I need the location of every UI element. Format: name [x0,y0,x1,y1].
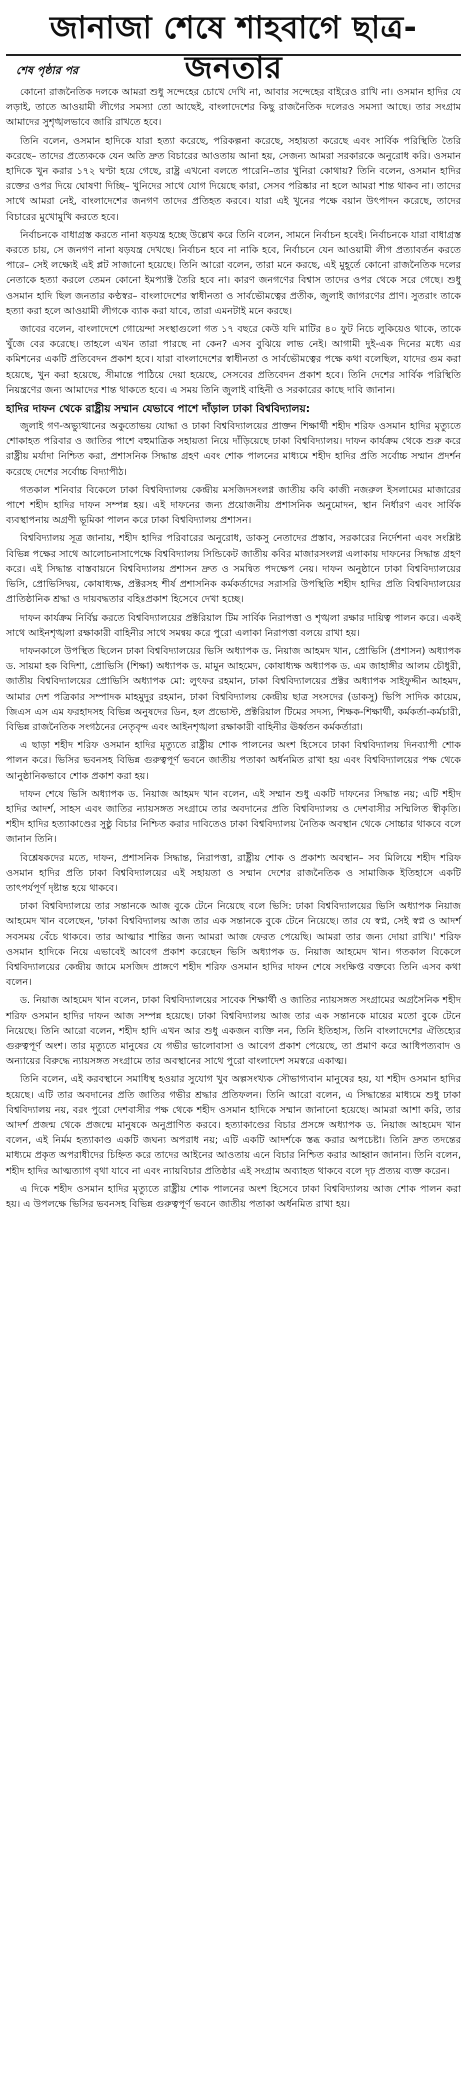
paragraph: জুলাই গণ-অভ্যুত্থানের অকুতোভয় যোদ্ধা ও ঢাকা বিশ্ববিদ্যালয়ের প্রাক্তন শিক্ষার্থী শহীদ শরিফ ওসমান হাদির মৃত্যুতে শোকাহত পরিবার ও জাতির পাশে বহুমাত্রিক সহায়তা নিয়ে দাঁড়িয়েছে ঢাকা বিশ্ববিদ্যালয়। দাফন কার্যক্রম থেকে শুরু করে রাষ্ট্রীয় মর্যাদা নিশ্চিত করা, প্রশাসনিক সিদ্ধান্ত গ্রহণ এবং শোক পালনের মাধ্যমে শহীদ হাদির প্রতি সর্বোচ্চ সম্মান প্রদর্শন করেছে দেশের সর্বোচ্চ বিদ্যাপীঠ। [6,421,461,478]
paragraph: বিশ্লেষকদের মতে, দাফন, প্রশাসনিক সিদ্ধান্ত, নিরাপত্তা, রাষ্ট্রীয় শোক ও প্রকাশ্য অবস্থান– সব মিলিয়ে শহীদ শরিফ ওসমান হাদির প্রতি ঢাকা বিশ্ববিদ্যালয়ের এই সহায়তা ও সম্মান দেশের রাজনৈতিক ও সামাজিক ইতিহাসে একটি তাৎপর্যপূর্ণ দৃষ্টান্ত হয়ে থাকবে। [6,852,461,894]
paragraph: দাফন কার্যক্রম নির্বিঘ্ন করতে বিশ্ববিদ্যালয়ের প্রক্টরিয়াল টিম সার্বিক নিরাপত্তা ও শৃঙ্খলা রক্ষার দায়িত্ব পালন করে। একই সাথে আইনশৃঙ্খলা রক্ষাকারী বাহিনীর সাথে সমন্বয় করে পুরো এলাকা নিরাপত্তা বলয়ে রাখা হয়। [6,612,461,639]
paragraph: গতকাল শনিবার বিকেলে ঢাকা বিশ্ববিদ্যালয় কেন্দ্রীয় মসজিদসংলগ্ন জাতীয় কবি কাজী নজরুল ইসলামের মাজারের পাশে শহীদ হাদির দাফন সম্পন্ন হয়। এই দাফনের জন্য প্রয়োজনীয় প্রশাসনিক অনুমোদন, স্থান নির্ধারণ এবং সার্বিক ব্যবস্থাপনায় অগ্রণী ভূমিকা পালন করে ঢাকা বিশ্ববিদ্যালয় প্রশাসন। [6,484,461,527]
paragraph: এ দিকে শহীদ ওসমান হাদির মৃত্যুতে রাষ্ট্রীয় শোক পালনের অংশ হিসেবে ঢাকা বিশ্ববিদ্যালয় আজ শোক পালন করা হয়। এ উপলক্ষে ভিসির ভবনসহ বিভিন্ন গুরুত্বপূর্ণ ভবনে জাতীয় পতাকা অর্ধনমিত রাখা হয়। [6,1183,461,1211]
continued-from-label: শেষ পৃষ্ঠার পর [16,64,79,77]
paragraph: বিশ্ববিদ্যালয় সূত্র জানায়, শহীদ হাদির পরিবারের অনুরোধ, ডাকসু নেতাদের প্রস্তাব, সরকারের নির্দেশনা এবং সংশ্লিষ্ট বিভিন্ন পক্ষের সাথে আলোচনাসাপেক্ষে বিশ্ববিদ্যালয় সিন্ডিকেট জাতীয় কবির মাজারসংলগ্ন এলাকায় দাফনের সিদ্ধান্ত গ্রহণ করে। এই সিদ্ধান্ত বাস্তবায়নে বিশ্ববিদ্যালয় প্রশাসন দ্রুত ও সমন্বিত পদক্ষেপ নেয়। দাফন অনুষ্ঠানে ঢাকা বিশ্ববিদ্যালয়ের ভিসি, প্রোভিসিদ্বয়, কোষাধ্যক্ষ, প্রক্টরসহ শীর্ষ প্রশাসনিক কর্মকর্তাদের সরাসরি উপস্থিতি শহীদ হাদির প্রতি বিশ্ববিদ্যালয়ের প্রাতিষ্ঠানিক শ্রদ্ধা ও দায়বদ্ধতার বহিঃপ্রকাশ হিসেবে দেখা হচ্ছে। [6,533,461,606]
paragraph: দাফনকালে উপস্থিত ছিলেন ঢাকা বিশ্ববিদ্যালয়ের ভিসি অধ্যাপক ড. নিয়াজ আহমদ খান, প্রোভিসি (প্রশাসন) অধ্যাপক ড. সায়মা হক বিদিশা, প্রোভিসি (শিক্ষা) অধ্যাপক ড. মামুন আহমেদ, কোষাধ্যক্ষ অধ্যাপক ড. এম জাহাঙ্গীর আলম চৌধুরী, জাতীয় বিশ্ববিদ্যালয়ের প্রোভিসি অধ্যাপক মো: লুৎফর রহমান, ঢাকা বিশ্ববিদ্যালয়ের প্রক্টর অধ্যাপক সাইফুদ্দীন আহমদ, আমার দেশ পত্রিকার সম্পাদক মাহমুদুর রহমান, ঢাকা বিশ্ববিদ্যালয় কেন্দ্রীয় ছাত্র সংসদের (ডাকসু) ভিপি সাদিক কায়েম, জিএস এস এম ফরহাদসহ বিভিন্ন অনুষদের ডিন, হল প্রভোস্ট, প্রক্টরিয়াল টিমের সদস্য, শিক্ষক-শিক্ষার্থী, কর্মকর্তা-কর্মচারী, বিভিন্ন রাজনৈতিক সংগঠনের নেতৃবৃন্দ এবং আইনশৃঙ্খলা রক্ষাকারী বাহিনীর ঊর্ধ্বতন কর্মকর্তারা। [6,645,461,733]
paragraph: নির্বাচনকে বাধাগ্রস্ত করতে নানা ষড়যন্ত্র হচ্ছে উল্লেখ করে তিনি বলেন, সামনে নির্বাচন হবেই। নির্বাচনকে যারা বাধাগ্রস্ত করতে চায়, সে জনগণ নানা ষড়যন্ত্র দেখছে। নির্বাচন হবে না নাকি হবে, নির্বাচনে যেন আওয়ামী লীগ প্রত্যাবর্তন করতে পারে– সেই লক্ষ্যেই এই প্লট সাজানো হয়েছে। তিনি আরো বলেন, তারা মনে করছে, এই মুহূর্তে কোনো রাজনৈতিক দলের নেতাকে হত্যা করলে তেমন কোনো ইমপ্যাক্ট তৈরি হবে না। কারণ জনগণের বিশ্বাস তাদের ওপর থেকে সরে গেছে। শুধু ওসমান হাদি ছিল জনতার কণ্ঠস্বর– বাংলাদেশের স্বাধীনতা ও সার্বভৌমত্বের প্রতীক, জুলাই জাগরণের প্রাণ। সুতরাং তাকে হত্যা করা হলে আওয়ামী লীগকে ব্যাক করা যাবে, তারা এমনটাই মনে করছে। [6,229,461,317]
article-body [6,85,461,1212]
paragraph: ড. নিয়াজ আহমেদ খান বলেন, ঢাকা বিশ্ববিদ্যালয়ের সাবেক শিক্ষার্থী ও জাতির ন্যায়সঙ্গত সংগ্রামের অগ্রসৈনিক শহীদ শরিফ ওসমান হাদির দাফন আজ সম্পন্ন হয়েছে। ঢাকা বিশ্ববিদ্যালয় আজ তার এক সন্তানকে মায়ের মতো বুকে টেনে নিয়েছে। তিনি আরো বলেন, শহীদ হাদি এখন আর শুধু একজন ব্যক্তি নন, তিনি ইতিহাস, তিনি বাংলাদেশের ঐতিহ্যের গুরুত্বপূর্ণ অংশ। তার মৃত্যুতে মানুষের যে গভীর ভালোবাসা ও আবেগ প্রকাশ পেয়েছে, তা প্রমাণ করে আধিপত্যবাদ ও অন্যায়ের বিরুদ্ধে ন্যায়সঙ্গত সংগ্রামে তার অবস্থানের সাথে পুরো বাংলাদেশ সমস্বরে একাত্ম। [6,995,461,1068]
paragraph: এ ছাড়া শহীদ শরিফ ওসমান হাদির মৃত্যুতে রাষ্ট্রীয় শোক পালনের অংশ হিসেবে ঢাকা বিশ্ববিদ্যালয় দিনব্যাপী শোক পালন করে। ভিসির ভবনসহ বিভিন্ন গুরুত্বপূর্ণ ভবনে জাতীয় পতাকা অর্ধনমিত রাখা হয় এবং বিশ্ববিদ্যালয়ের পক্ষ থেকে আনুষ্ঠানিকভাবে শোক প্রকাশ করা হয়। [6,740,461,782]
paragraph: কোনো রাজনৈতিক দলকে আমরা শুধু সন্দেহের চোখে দেখি না, আবার সন্দেহের বাইরেও রাখি না। ওসমান হাদির যে লড়াই, তাতে আওয়ামী লীগের সমস্যা তো আছেই, বাংলাদেশের কিছু রাজনৈতিক দলেরও সমস্যা আছে। তার সংগ্রাম আমাদের সুশৃঙ্খলভাবে জারি রাখতে হবে। [6,87,461,129]
headline: জানাজা শেষে শাহবাগে ছাত্র-জনতার [49,10,418,86]
paragraph: জাবের বলেন, বাংলাদেশে গোয়েন্দা সংস্থাগুলো গত ১৭ বছরে কেউ যদি মাটির ৪০ ফুট নিচে লুকিয়েও থাকে, তাকে খুঁজে বের করেছে। তাহলে এখন তারা পারছে না কেন? এসব বুঝিয়ে লাভ নেই। আগামী দুই-এক দিনের মধ্যে এর কমিশনের একটি প্রতিবেদন প্রকাশ হবে। যারা বাংলাদেশের স্বাধীনতা ও সার্বভৌমত্বের পক্ষে কথা বলেছিল, যাদের গুম করা হয়েছে, খুন করা হয়েছে, সীমান্তে পাঠিয়ে দেয়া হয়েছে, সেসবের প্রতিবেদন প্রকাশ হবে। তিনি দেশের সার্বিক পরিস্থিতি নিয়ন্ত্রণের জন্য আমাদের শান্ত থাকতে হবে। এ সময় তিনি জুলাই বাহিনী ও সরকারের কাছে দাবি জানান। [6,324,461,396]
paragraph: তিনি বলেন, এই করবস্থানে সমাধিস্থ হওয়ার সুযোগ খুব অল্পসংখ্যক সৌভাগ্যবান মানুষের হয়, যা শহীদ ওসমান হাদির হয়েছে। এটি তার অবদানের প্রতি জাতির গভীর শ্রদ্ধার প্রতিফলন। তিনি আরো বলেন, এ সিদ্ধান্তের মাধ্যমে শুধু ঢাকা বিশ্ববিদ্যালয় নয়, বরং পুরো দেশবাসীর পক্ষ থেকে শহীদ ওসমান হাদিকে সম্মান জানানো হয়েছে। আমরা আশা করি, তার আদর্শ প্রজন্ম থেকে প্রজন্মে মানুষকে অনুপ্রাণিত করবে। হত্যাকাণ্ডের বিচার প্রসঙ্গে অধ্যাপক ড. নিয়াজ আহমেদ খান বলেন, এই নির্মম হত্যাকাণ্ড একটি জঘন্য অপরাধ নয়; এটি একটি আদর্শকে স্তব্ধ করার অপচেষ্টা। তিনি দ্রুত তদন্তের মাধ্যমে প্রকৃত অপরাধীদের চিহ্নিত করে তাদের আইনের আওতায় এনে বিচার নিশ্চিত করার আহ্বান জানান। তিনি বলেন, শহীদ হাদির আত্মত্যাগ বৃথা যাবে না এবং ন্যায়বিচার প্রতিষ্ঠার এই সংগ্রাম অব্যাহত থাকবে বলে দৃঢ় প্রত্যয় ব্যক্ত করেন। [6,1074,461,1177]
paragraph: তিনি বলেন, ওসমান হাদিকে যারা হত্যা করেছে, পরিকল্পনা করেছে, সহায়তা করেছে এবং সার্বিক পরিস্থিতি তৈরি করেছে– তাদের প্রত্যেককে যেন অতি দ্রুত বিচারের আওতায় আনা হয়, সেজন্য আমরা সরকারকে অনুরোধ করি। ওসমান হাদিকে খুন করার ১৭২ ঘণ্টা হয়ে গেছে, রাষ্ট্র এখনো বলতে পারেনি–তার খুনিরা কোথায়? তিনি বলেন, ওসমান হাদির রক্তের ওপর দিয়ে ঘোষণা দিচ্ছি– খুনিদের সাথে যোগ দিয়েছে কারা, সেসব পরিষ্কার না হলে আমরা শান্ত থাকব না। তাদের সাথে আমরা নেই, বাংলাদেশের জনগণ তাদের প্রতিহত করবে। যারা এই খুনের পক্ষে বয়ান উৎপাদন করেছে, তাদের বিচারের মুখোমুখি করতে হবে। [6,135,461,223]
paragraph: ঢাকা বিশ্ববিদ্যালয়ে তার সন্তানকে আজ বুকে টেনে নিয়েছে বলে ভিসি: ঢাকা বিশ্ববিদ্যালয়ের ভিসি অধ্যাপক নিয়াজ আহমেদ খান বলেছেন, 'ঢাকা বিশ্ববিদ্যালয় আজ তার এক সন্তানকে বুকে টেনে নিয়েছে। তার যে স্বপ্ন, সেই স্বপ্ন ও আদর্শ সবসময় বেঁচে থাকবে। তার আত্মার শান্তির জন্য আমরা আজ ফেরত পেয়েছি। আমরা তার জন্য দোয়া রাখি।' শরিফ ওসমান হাদিকে নিয়ে এভাবেই আবেগ প্রকাশ করেছেন ভিসি অধ্যাপক ড. নিয়াজ আহমেদ খান। গতকাল বিকেলে বিশ্ববিদ্যালয়ের কেন্দ্রীয় জামে মসজিদ প্রাঙ্গণে শহীদ শরিফ ওসমান হাদির দাফন শেষে সংক্ষিপ্ত বক্তব্যে তিনি এসব কথা বলেন। [6,901,461,989]
section-subhead: হাদির দাফন থেকে রাষ্ট্রীয় সম্মান যেভাবে পাশে দাঁড়াল ঢাকা বিশ্ববিদ্যালয়: [6,403,310,416]
paragraph: দাফন শেষে ভিসি অধ্যাপক ড. নিয়াজ আহমদ খান বলেন, এই সম্মান শুধু একটি দাফনের সিদ্ধান্ত নয়; এটি শহীদ হাদির আদর্শ, সাহস এবং জাতির ন্যায়সঙ্গত সংগ্রামে তার অবদানের প্রতি বিশ্ববিদ্যালয় ও দেশবাসীর সম্মিলিত স্বীকৃতি। শহীদ হাদির হত্যাকাণ্ডের সুষ্ঠু বিচার নিশ্চিত করার দাবিতেও ঢাকা বিশ্ববিদ্যালয় নৈতিক অবস্থান থেকে সোচ্চার থাকবে বলে জানান তিনি। [6,788,461,846]
